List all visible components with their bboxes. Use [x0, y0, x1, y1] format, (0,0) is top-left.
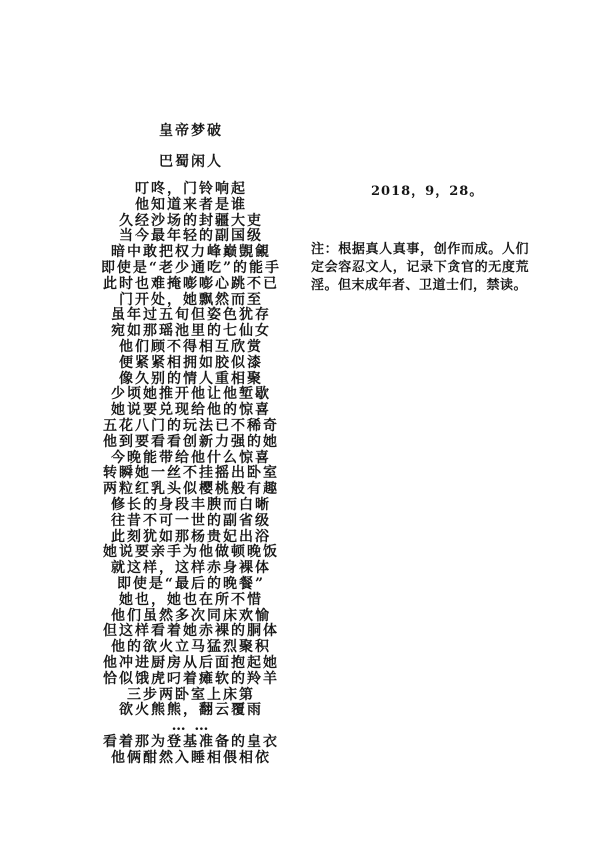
poem-line: 宛如那瑶池里的七仙女 — [111, 323, 271, 340]
poem-line: 当今最年轻的副国级 — [119, 228, 263, 245]
poem-line: 叮咚，门铃响起 — [135, 181, 247, 197]
poem-line: … … — [171, 718, 211, 735]
poem-line: 即使是“最后的晚餐” — [116, 575, 266, 592]
poem-line: 他们虽然多次同床欢愉 — [111, 607, 271, 624]
author-name: 巴蜀闲人 — [159, 154, 223, 170]
poem-line: 暗中敢把权力峰巅覬覦 — [111, 244, 271, 261]
poem-line: 门开处，她飘然而至 — [119, 291, 263, 308]
page-title: 皇帝梦破 — [159, 123, 223, 139]
poem-line: 三步两卧室上床第 — [127, 686, 255, 703]
poem-line: 两粒红乳头似樱桃般有趣 — [103, 481, 279, 498]
poem-line: 她说要兑现给他的惊喜 — [111, 402, 271, 419]
poem-line: 就这样，这样赤身裸体 — [111, 560, 271, 577]
poem-line: 五花八门的玩法已不稀奇 — [103, 417, 279, 434]
poem-line: 欲火熊熊，翻云覆雨 — [119, 702, 263, 719]
poem-line: 虽年过五旬但姿色犹存 — [111, 307, 271, 324]
poem-line: 往昔不可一世的副省级 — [111, 512, 271, 529]
poem-line: 她说要亲手为他做顿晚饭 — [103, 544, 279, 561]
poem-line: 看着那为登基准备的皇衣 — [103, 733, 279, 750]
poem-line: 久经沙场的封疆大吏 — [119, 212, 263, 229]
poem-line: 今晚能带给他什么惊喜 — [111, 449, 271, 466]
poem-line: 便紧紧相拥如胶似漆 — [119, 354, 263, 371]
poem-line: 此刻犹如那杨贵妃出浴 — [111, 528, 271, 545]
poem-line: 他知道来者是谁 — [135, 196, 247, 213]
poem-line: 修长的身段丰腴而白晰 — [111, 496, 271, 513]
poem-line: 他们顾不得相互欣赏 — [119, 338, 263, 355]
poem-line: 此时也难掩嘭嘭心跳不已 — [103, 275, 279, 292]
poem-line: 但这样看着她赤裸的胴体 — [103, 623, 279, 640]
poem-line: 她也，她也在所不惜 — [119, 591, 263, 608]
poem-line: 他俩酣然入睡相偎相依 — [111, 749, 271, 766]
note-paragraph: 注：根据真人真事，创作而成。人们定会容忍文人，记录下贪官的无度荒淫。但末成年者、卫道士们，禁读。 — [311, 242, 529, 294]
poem-line: 转瞬她一丝不挂摇出卧室 — [103, 465, 279, 482]
poem-line: 即使是“老少通吃”的能手 — [100, 259, 282, 276]
poem-line: 他的欲火立马猛烈聚积 — [111, 639, 271, 656]
poem-line: 他冲进厨房从后面抱起她 — [103, 654, 279, 671]
poem-line: 恰似饿虎叼着瘫软的羚羊 — [103, 670, 279, 687]
date-text: 2018，9，28。 — [371, 184, 484, 199]
poem-line: 像久别的情人重相聚 — [119, 370, 263, 387]
poem-line: 他到要看看创新力强的她 — [103, 433, 279, 450]
poem-line: 少顷她推开他让他堑歇 — [111, 386, 271, 403]
